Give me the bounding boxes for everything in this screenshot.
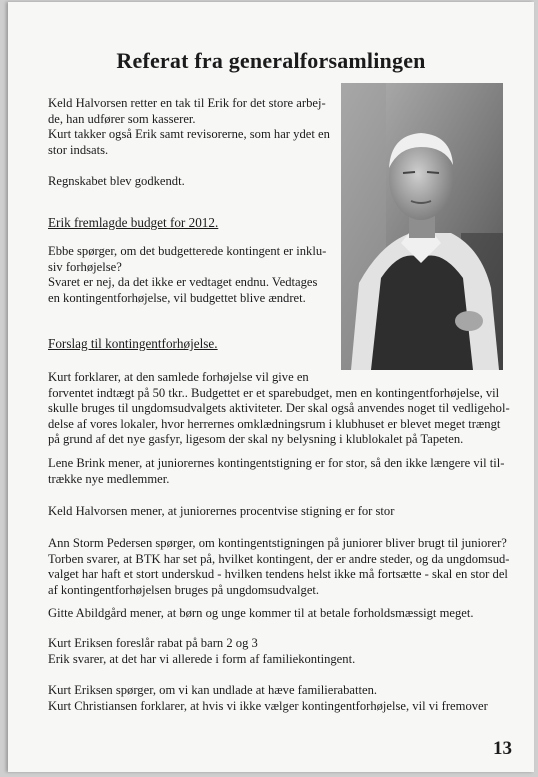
text-line: Ann Storm Pedersen spørger, om kontingentstigningen på juniorer bliver brugt til juniorer? xyxy=(48,536,507,550)
intro-paragraph xyxy=(48,96,330,158)
text-line: Kurt Eriksen foreslår rabat på barn 2 og 3 xyxy=(48,636,258,650)
text-line: Svaret er nej, da det ikke er vedtaget endnu. Vedtages xyxy=(48,275,318,289)
text-line: forventet indtægt på 50 tkr.. Budgettet er et sparebudget, men en kontingentforhøjelse, vil xyxy=(48,385,500,400)
text-line: Erik svarer, at det har vi allerede i form af familiekontingent. xyxy=(48,651,356,666)
text-line: de, han udfører som kasserer. xyxy=(48,111,196,126)
text-line: på grund af det nye gasfyr, ligesom der skal ny belysning i klublokalet på Tapeten. xyxy=(48,432,464,446)
ann-paragraph xyxy=(48,536,510,598)
text-line: Gitte Abildgård mener, at børn og unge kommer til at betale forholdsmæssigt meget. xyxy=(48,606,474,620)
rabat-paragraph xyxy=(48,636,355,667)
text-line: af kontingentforhøjelsen bruges på ungdomsudvalget. xyxy=(48,582,320,597)
text-line: stor indsats. xyxy=(48,142,109,157)
text-line: valget har haft et stort underskud - hvilken tendens helst ikke må fortsætte - skal en stor del xyxy=(48,567,508,581)
text-line: delse af vores lokaler, hvor herrernes omklædningsrum i klubhuset er blevet meget trængt xyxy=(48,416,501,431)
forslag-heading: Forslag til kontingentforhøjelse. xyxy=(48,336,218,351)
sidste-paragraph xyxy=(48,683,488,714)
regnskab-paragraph xyxy=(48,174,185,190)
text-line: Ebbe spørger, om det budgetterede kontingent er inklu- xyxy=(48,244,327,258)
budget-paragraph xyxy=(48,244,326,306)
text-line: Kurt Christiansen forklarer, at hvis vi ikke vælger kontingentforhøjelse, vil vi fremover xyxy=(48,698,488,713)
text-line: Kurt takker også Erik samt revisorerne, som har ydet en xyxy=(48,127,330,141)
text-line: Torben svarer, at BTK har set på, hvilket kontingent, der er andre steder, og da ungdomsud- xyxy=(48,551,510,566)
regnskab-text: Regnskabet blev godkendt. xyxy=(48,174,185,188)
lene-paragraph xyxy=(48,456,504,487)
budget-heading: Erik fremlagde budget for 2012. xyxy=(48,215,219,230)
page-number: 13 xyxy=(493,738,512,759)
document-page xyxy=(8,2,534,772)
kurt-forklarer-paragraph xyxy=(48,370,510,448)
text-line: siv forhøjelse? xyxy=(48,259,122,274)
text-line: Keld Halvorsen mener, at juniorernes procentvise stigning er for stor xyxy=(48,504,395,518)
gitte-paragraph xyxy=(48,606,474,622)
page-title: Referat fra generalforsamlingen xyxy=(116,48,426,73)
text-line: en kontingentforhøjelse, vil budgettet blive ændret. xyxy=(48,290,306,305)
keld-paragraph xyxy=(48,504,394,520)
text-line: Kurt forklarer, at den samlede forhøjelse vil give en xyxy=(48,370,309,384)
text-line: trække nye medlemmer. xyxy=(48,471,170,486)
portrait-illustration xyxy=(341,83,503,370)
text-line: Kurt Eriksen spørger, om vi kan undlade at hæve familierabatten. xyxy=(48,683,378,697)
portrait-photo xyxy=(341,83,503,370)
text-line: Keld Halvorsen retter en tak til Erik for det store arbej- xyxy=(48,96,326,110)
text-line: skulle bruges til ungdomsudvalgets aktiviteter. Der skal også anvendes noget til vedligehol- xyxy=(48,401,510,415)
text-line: Lene Brink mener, at juniorernes kontingentstigning er for stor, så den ikke længere vil til- xyxy=(48,456,505,470)
